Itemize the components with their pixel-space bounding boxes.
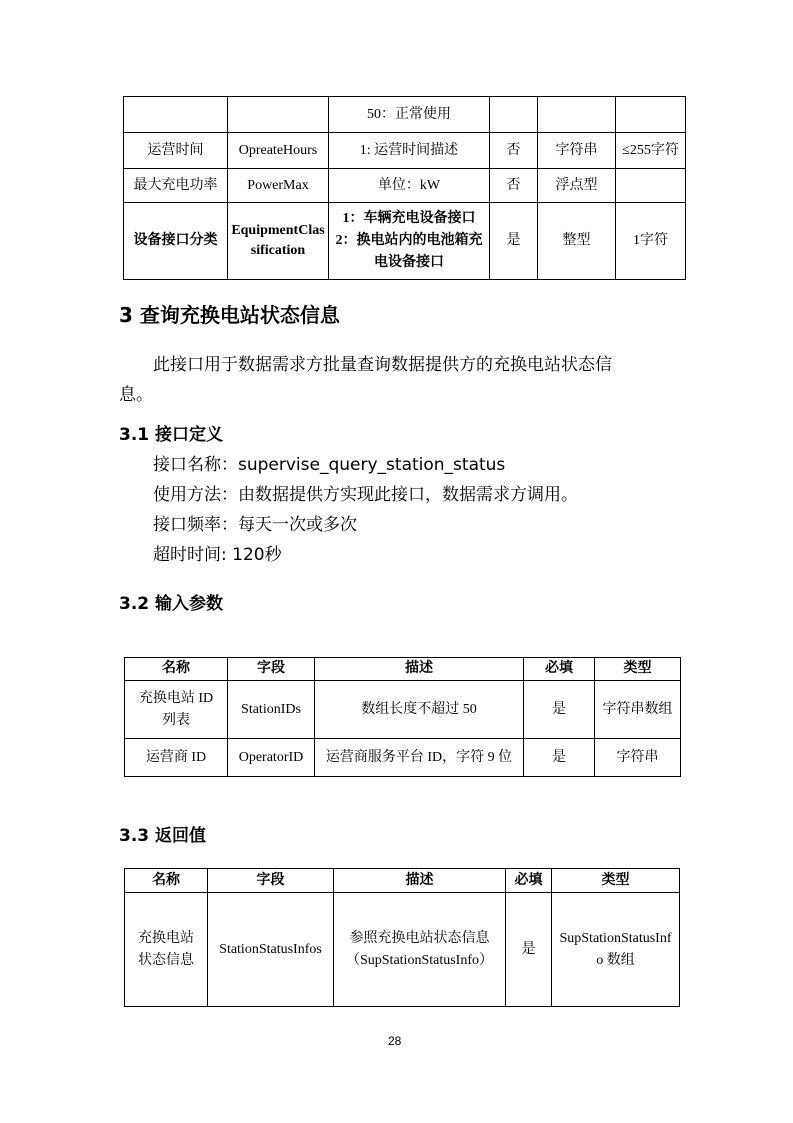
table-row: [124, 133, 686, 169]
definition-line: 使用方法：由数据提供方实现此接口，数据需求方调用。: [153, 485, 578, 505]
table-cell: StationStatusInfos: [208, 893, 334, 1007]
subsection-heading: 3.3 返回值: [119, 826, 207, 846]
column-header: 名称: [125, 658, 228, 681]
table-cell: OpreateHours: [228, 133, 329, 169]
column-header: 字段: [208, 869, 334, 893]
column-header: 字段: [228, 658, 315, 681]
column-header: 描述: [334, 869, 506, 893]
definition-line: 超时时间: 120秒: [153, 545, 282, 565]
table-row: [124, 169, 686, 203]
continued-field-table: [123, 96, 686, 280]
table-cell: ≤255字符: [616, 133, 686, 169]
table-cell: [124, 97, 228, 133]
table-cell: [329, 203, 490, 280]
table-cell: [490, 97, 538, 133]
table-cell: [228, 97, 329, 133]
column-header: 类型: [552, 869, 680, 893]
table-cell: SupStationStatusInfo 数组: [552, 893, 680, 1007]
table-cell: 数组长度不超过 50: [315, 681, 524, 739]
table-cell: 是: [524, 681, 595, 739]
table-header-row: [125, 869, 680, 893]
return-value-table: [124, 868, 680, 1007]
table-row: [125, 739, 681, 777]
table-cell: 整型: [538, 203, 616, 280]
table-cell: 否: [490, 169, 538, 203]
definition-line: 接口频率：每天一次或多次: [153, 515, 357, 535]
column-header: 必填: [506, 869, 552, 893]
table-cell: 运营商 ID: [125, 739, 228, 777]
table-cell: 字符串: [595, 739, 681, 777]
table-row: [124, 97, 686, 133]
table-cell: 50：正常使用: [329, 97, 490, 133]
table-cell: 字符串数组: [595, 681, 681, 739]
table-cell: 运营时间: [124, 133, 228, 169]
table-cell: 运营商服务平台 ID，字符 9 位: [315, 739, 524, 777]
table-cell: 是: [506, 893, 552, 1007]
table-cell: OperatorID: [228, 739, 315, 777]
table-row: [124, 203, 686, 280]
input-params-table: [124, 657, 681, 777]
paragraph-line: 息。: [119, 385, 153, 405]
paragraph-line: 此接口用于数据需求方批量查询数据提供方的充换电站状态信: [153, 355, 612, 375]
table-cell: 是: [490, 203, 538, 280]
table-cell: [616, 97, 686, 133]
page-number: 28: [388, 1034, 402, 1048]
table-cell: [616, 169, 686, 203]
table-cell: 1: 运营时间描述: [329, 133, 490, 169]
table-cell: 浮点型: [538, 169, 616, 203]
desc-line: 1：车辆充电设备接口: [342, 211, 476, 226]
table-cell: 是: [524, 739, 595, 777]
table-row: [125, 893, 680, 1007]
table-cell: [538, 97, 616, 133]
table-cell: 1字符: [616, 203, 686, 280]
subsection-heading: 3.1 接口定义: [119, 425, 224, 445]
table-cell: 充换电站 ID 列表: [125, 681, 228, 739]
column-header: 名称: [125, 869, 208, 893]
table-cell: 单位：kW: [329, 169, 490, 203]
subsection-heading: 3.2 输入参数: [119, 594, 224, 614]
table-cell: 参照充换电站状态信息（SupStationStatusInfo）: [334, 893, 506, 1007]
table-cell: 充换电站状态信息: [125, 893, 208, 1007]
column-header: 描述: [315, 658, 524, 681]
table-header-row: [125, 658, 681, 681]
table-row: [125, 681, 681, 739]
column-header: 类型: [595, 658, 681, 681]
table-cell: StationIDs: [228, 681, 315, 739]
table-cell: 否: [490, 133, 538, 169]
column-header: 必填: [524, 658, 595, 681]
table-cell: PowerMax: [228, 169, 329, 203]
table-cell: 设备接口分类: [124, 203, 228, 280]
definition-line: 接口名称：supervise_query_station_status: [153, 455, 506, 475]
desc-line: 2：换电站内的电池箱充电设备接口: [335, 233, 483, 270]
table-cell: 最大充电功率: [124, 169, 228, 203]
table-cell: 字符串: [538, 133, 616, 169]
table-cell: EquipmentClassification: [228, 203, 329, 280]
section-heading: 3 查询充换电站状态信息: [119, 303, 340, 327]
